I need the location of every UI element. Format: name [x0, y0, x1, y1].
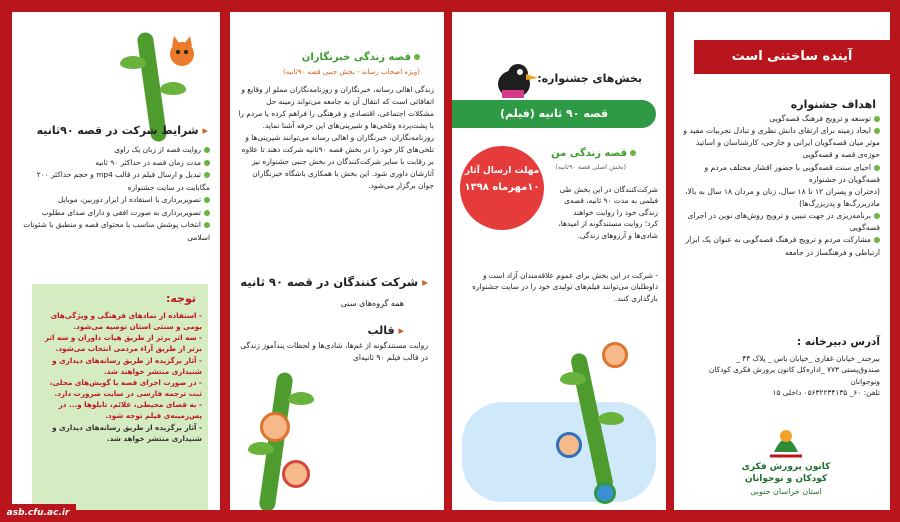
crow-mascot-icon — [488, 54, 540, 106]
condition-item: تصویربرداری به صورت افقی و دارای صدای مطلوب — [18, 207, 210, 220]
deadline-label: مهلت ارسال آثار — [464, 166, 540, 176]
journalists-subtitle: (ویژه اصحاب رسانه - بخش جنبی قصه ۹۰ثانیه) — [282, 68, 420, 76]
sections-title: بخش‌های جشنواره: — [537, 72, 642, 85]
note-box — [32, 284, 208, 510]
child-figure — [282, 460, 310, 488]
journalists-title: قصه زندگی خبرنگاران — [302, 50, 420, 66]
fox-mascot-icon — [164, 34, 200, 70]
leaf-decoration — [120, 56, 146, 69]
address-line: صندوق‌پستی ۷۷۳ _اداره‌کل کانون پرورش فکری کودکان ونوجوانان — [708, 365, 880, 386]
globe-icon — [594, 482, 616, 504]
note-list — [38, 310, 202, 444]
goal-item: مشارکت مردم و ترویج فرهنگ قصه‌گویی به عنوان یک ابزار ارتباطی و فرهنگساز در جامعه — [685, 235, 880, 257]
film-banner: قصه ۹۰ ثانیه (فیلم) — [452, 100, 656, 128]
panel-sections — [452, 12, 666, 510]
panel-conditions — [12, 12, 220, 510]
goals-title: اهداف جشنواره — [790, 98, 876, 111]
address-block — [682, 353, 880, 399]
journalists-body: زندگی اهالی رسانه، خبرنگاران و روزنامه‌نگاران مملو از وقایع و اتفاقاتی است که انتقال آن به جامعه می‌تواند زمینه حل مشکلات اجتماعی، اقتصادی و فرهنگی را فراهم کرده یا مردم را با پشت‌پرده وتلخی‌ها و شیرینی‌های این حرفه آشنا نماید. روزنامه‌نگاران، خبرنگاران و اهالی رسانه می‌توانند شیرینی‌ها و تلخی‌های کار خود را در بخش قصه ۹۰ثانیه شرکت دهند تا علاوه بر رقابت با سایر شرکت‌کنندگان در بخش جنبی جشنواره نیز آثارشان داوری شود. این بخش با همکاری باشگاه خبرنگاران جوان برگزار می‌شود. — [238, 85, 434, 190]
site-tag[interactable]: asb.cfu.ac.ir — [0, 504, 76, 522]
child-figure — [602, 342, 628, 368]
format-body: روایت مستندگونه از غم‌ها، شادی‌ها و لحظات پندآموز زندگی در قالب فیلم ۹۰ ثانیه‌ای — [240, 341, 428, 362]
participants-body: همه گروه‌های سنی — [340, 299, 404, 308]
logo-text-2: کودکان و نوجوانان — [744, 474, 828, 484]
leaf-decoration — [160, 82, 186, 95]
logo-text-1: کانون پرورش فکری — [741, 462, 831, 472]
conditions-title: ▸ شرایط شرکت در قصه ۹۰ثانیه — [36, 124, 208, 137]
address-line: بیرجند_ خیابان غفاری _خیابان یاس _ پلاک ۴۴ _ — [736, 354, 880, 363]
my-story-body: شرکت‌کنندگان در این بخش طی فیلمی به مدت ۹۰ ثانیه، قصه‌ی زندگی خود را روایت خواهند کرد؛ روایت مستندگونه از امیدها، شادی‌ها و آرزوهای زندگی. — [558, 185, 658, 240]
my-story-subtitle: (بخش اصلی قصه ۹۰ثانیه) — [555, 163, 626, 171]
conditions-list — [18, 144, 210, 245]
logo-text-3: استان خراسان جنوبی — [750, 487, 822, 496]
note-item: - استفاده از نمادهای فرهنگی و ویژگی‌های بومی و سنتی استان توصیه می‌شود. — [50, 311, 202, 332]
format-title: ▸ قالب — [367, 324, 404, 337]
leaf-decoration — [560, 372, 586, 385]
address-line: تلفن: ۶۰_ ۰۵۶۳۲۲۳۴۱۳۵ داخلی ۱۵ — [772, 388, 880, 398]
condition-item: تبدیل و ارسال فیلم در قالب mp4 و حجم حداکثر ۲۰۰ مگابایت در سایت جشنواره — [36, 170, 210, 192]
address-title: آدرس دبیرخانه : — [796, 336, 880, 348]
child-figure — [260, 412, 290, 442]
goals-list — [682, 113, 880, 259]
condition-item: مدت زمان قصه در حداکثر ۹۰ ثانیه — [18, 157, 210, 170]
goal-item: برنامه‌ریزی در جهت تبیین و ترویج روش‌های نوین در اجرای قصه‌گویی — [687, 211, 880, 233]
panel-goals — [674, 12, 890, 510]
note-item: - به فضای محیطی، علائم، تابلوها و... در پس‌زمینه‌ی فیلم توجه شود. — [58, 400, 202, 421]
condition-item: انتخاب پوشش مناسب با محتوای قصه و منطبق با شئونات اسلامی — [23, 220, 210, 243]
leaf-decoration — [288, 392, 314, 405]
condition-item: تصویربرداری با استفاده از ابزار دوربین، موبایل — [18, 194, 210, 207]
title-ribbon: آینده ساختنی است — [694, 40, 890, 74]
note-item: - آثار برگزیده از طریق رسانه‌های دیداری و شنیداری منتشر خواهد شد. — [52, 422, 202, 443]
my-story-rules: - شرکت در این بخش برای عموم علاقه‌مندان آزاد است و داوطلبان می‌توانند فیلم‌های تولیدی خود را در سایت جشنواره بارگذاری کنند. — [472, 271, 658, 303]
panel-journalists — [230, 12, 444, 510]
note-item: - در صورت اجرای قصه با گویش‌های محلی، ثبت ترجمه فارسی در سایت ضرورت دارد. — [49, 377, 202, 399]
my-story-title: قصه زندگی من — [551, 146, 636, 162]
note-item: - آثار برگزیده از طریق رسانه‌های دیداری و شنیداری منتشر خواهند شد. — [52, 355, 202, 376]
kanoon-logo — [726, 422, 846, 502]
leaf-decoration — [598, 412, 624, 425]
goal-item: (دختران و پسران ۱۲ تا ۱۸ سال، زنان و مردان ۱۸ سال به بالا، مادربزرگ‌ها و پدربزرگ‌ها) — [685, 186, 880, 208]
deadline-badge — [460, 146, 544, 230]
note-title: توجه: — [165, 292, 196, 305]
goal-item: احیای سنت قصه‌گویی با حضور اقشار مختلف مردم و قصه‌گویان در جشنواره — [704, 162, 880, 184]
participants-title: ▸ شرکت کنندگان در قصه ۹۰ ثانیه — [240, 275, 428, 289]
goal-item: ایجاد زمینه برای ارتقای دانش نظری و تبادل تجربیات مفید و موثر میان قصه‌گویان ایرانی و خارجی، کارشناسان و اساتید حوزه‌ی قصه و قصه‌گویی — [683, 126, 880, 160]
goal-item: توسعه و ترویج فرهنگ قصه‌گویی — [682, 113, 880, 125]
leaf-decoration — [248, 442, 274, 455]
logo-mark-icon — [766, 422, 806, 462]
note-item: - سه اثر برتر از طریق هیات داوران و سه اثر برتر از طریق آراء مردمی انتخاب می‌شود. — [44, 333, 202, 354]
child-figure — [556, 432, 582, 458]
deadline-date: ۱۰مهرماه ۱۳۹۸ — [464, 182, 540, 193]
condition-item: روایت قصه از زبان یک راوی — [18, 144, 210, 157]
